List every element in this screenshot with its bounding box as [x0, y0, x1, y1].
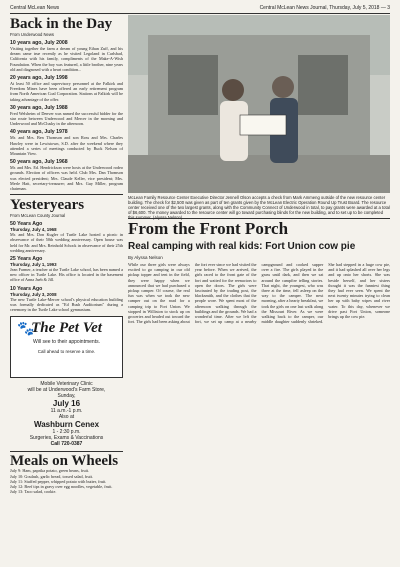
section-text: Visiting together the farm a dream of young Ethan Zuff, and his dream came true recently as he visited Legoland in Carlsbad, California with his family, compliments of the Make-A-Wish Foundation. When the boy was featured, a little brother, nine years old and diagnosed with a heart condition... — [10, 46, 123, 72]
section-text: Mr. and Mrs. Don Kugler of Turtle Lake hosted a picnic in observance of their 50th wedding anniversary. Open house was held for Mr. and Mrs. Reinhold Schock in observance of their 25th wedding anniversary. — [10, 232, 123, 253]
section-heading: 40 years ago, July 1978 — [10, 129, 68, 136]
yesteryears-source: From McLean County Journal — [10, 213, 66, 219]
paw-icon: 🐾 — [17, 322, 35, 338]
section-subheading: Thursday, July 3, 2008 — [10, 291, 57, 297]
left-column — [10, 15, 123, 560]
clinic-line1: Mobile Veterinary Clinic — [40, 381, 93, 388]
section-text: At least 50 office and supervisory personnel at the Falkirk and Freedom Mines have been offered an early retirement program from North American Coal Corporation. Stations at Falkirk will be taking advantage of the offer. — [10, 81, 123, 102]
pet-vet-tagline: Will see to their appointments. — [33, 339, 100, 346]
meals-item: July 13: Taco salad, cookie. — [10, 489, 57, 495]
clinic-time1: 11 a.m.-1 p.m. — [50, 408, 83, 415]
section-heading: 10 Years Ago — [10, 285, 43, 292]
back-in-day-section — [10, 159, 123, 191]
header-section-name: Central McLean News — [10, 5, 60, 11]
page-header — [10, 4, 390, 14]
clinic-contact: Surgeries, Exams & Vaccinations — [29, 435, 104, 442]
clinic-also: Also at — [58, 414, 75, 421]
clinic-ad — [10, 381, 123, 447]
yesteryears-title: Yesteryears — [10, 194, 123, 213]
meals-on-wheels-title: Meals on Wheels — [10, 451, 123, 468]
back-in-day-source: From Underwood News — [10, 32, 54, 37]
clinic-line2: will be at Underwood's Farm Store, — [27, 387, 106, 394]
section-heading: 25 Years Ago — [10, 256, 43, 263]
back-in-day-title: Back in the Day — [10, 16, 113, 32]
yesteryears-section — [10, 256, 123, 283]
meals-intro: July 9: Ham, paprika potato, green beans, fruit. — [10, 468, 89, 474]
section-text: Fred Welsheim of Denver was named the successful bidder for the star route between Underwood and Mercer in the morning and Underwood and McClusky in the afternoon. — [10, 110, 123, 127]
section-subheading: Thursday, July 1, 1993 — [10, 262, 57, 268]
section-text: Jean Farmer, a teacher at the Turtle Lake school, has been named a new officer in Turtle Lake. His office is located in the basement office of Anna Jaeb & Jill. — [10, 267, 123, 283]
back-in-day-section — [10, 40, 123, 72]
story-body: While our three girls were always excited to go camping in our old pickup topper and tent in the field, they were happy when we announced that we had purchased a pickup camper. Of course, the real fun was when we took the new camper out on the road for a camping trip to Fort Union. We stopped in Williston to stock up on groceries and headed out toward the fort. The girls had been asking about the fort ever since we had visited the year before. When we arrived, the girls raced to the front gate of the fort and waited for the reenactors to open the doors. The girls were fascinated by the trading post, the blacksmith, and the clothes that the people wore. We spent most of the afternoon walking through the buildings and the grounds. We had a wonderful time. After we left the fort, we set up camp at a nearby campground and cooked supper over a fire. The girls played in the grass until dark, and then we sat around the campfire telling stories. That night, the youngest, who was three at the time, fell asleep on the way to the camper. The next morning, after a hearty breakfast, we took the girls on one last walk along the Missouri River. As we were walking back to the camper, our middle daughter suddenly shrieked. She had stepped in a huge cow pie, and it had splashed all over her legs and up onto her shorts. She was beside herself, and her sisters thought it was the funniest thing they had ever seen. We spent the next twenty minutes trying to clean her up with baby wipes and river water. To this day, whenever we drive past Fort Union, someone brings up the cow pie. — [128, 262, 390, 325]
section-heading: 50 years ago, July 1968 — [10, 159, 68, 166]
clinic-date: July 16 — [52, 399, 81, 409]
section-text: Mr. and Mrs. Ed. Hendrickson were hosts at the Underwood rodeo grounds. Election of officers was held. Club Mrs. Dan Thomson was elected president; Mrs. Claude Keller, vice president; Mrs. Merle Hatt, secretary-treasurer; and Mrs. Guy Miller, program chairman. — [10, 165, 123, 192]
back-in-day-section — [10, 105, 123, 127]
clinic-time2: 1 - 2:30 p.m. — [52, 429, 81, 436]
clinic-place: Washburn Cenex — [33, 420, 100, 430]
resource-center-photo — [128, 15, 390, 193]
meals-item: July 12: Beef tips in gravy over egg noodles, vegetable, fruit. — [10, 483, 113, 489]
right-column — [128, 15, 390, 560]
pet-vet-ad[interactable] — [10, 316, 123, 378]
section-heading: 50 Years Ago — [10, 221, 43, 228]
photo-caption: McLean Family Resource Center Executive Director Jennell Olson accepts a check from Mark Ammeng outside of the new resource center building. The check for $2,500 was given as part of ten grants given by the McLean Electric Operation Round Up Trust Board. The resource center received one of the two largest grants, along with the Community Connect of Underwood in total, to pay grants were awarded at a total of $6,600. The money awarded to the resource center will go toward purchasing blinds for the new building, and to set up to be completed this summer. (Alyssa Nelson) — [128, 195, 390, 220]
pet-vet-logo: The Pet Vet — [31, 320, 102, 337]
meals-item: July 11: Stuffed pepper, whipped potato with butter, fruit. — [10, 478, 107, 484]
yesteryears-section — [10, 286, 123, 313]
story-byline: By Alyssa Nelson — [128, 255, 163, 260]
clinic-line3: Sunday, — [57, 393, 76, 400]
header-date-page: Central McLean News Journal, Thursday, July 5, 2018 — 3 — [259, 5, 390, 11]
yesteryears-section — [10, 221, 123, 253]
back-in-day-section — [10, 75, 123, 102]
meals-item: July 10: Goulash, garlic bread, tossed salad, fruit. — [10, 473, 93, 479]
clinic-phone: Call 720-0387 — [50, 441, 83, 448]
section-text: Mr. and Mrs. Ben Thomson and son Ross and Mrs. Charles Hawley were in Lewistown, S.D. after the weekend where they attended a series of meetings conducted by Buck Nelson of Mountain View. — [10, 135, 123, 157]
section-heading: 20 years ago, July 1998 — [10, 75, 68, 82]
pet-vet-note: Call ahead to reserve a time. — [37, 349, 96, 355]
story-headline: Real camping with real kids: Fort Union cow pie — [128, 241, 356, 252]
section-subheading: Thursday, July 4, 1968 — [10, 227, 57, 233]
front-porch-title: From the Front Porch — [128, 218, 390, 237]
section-text: The new Turtle Lake-Mercer school's physical education building was formally dedicated as "Ed Bush Auditorium" during a ceremony in the Turtle Lake school gymnasium. — [10, 296, 123, 313]
section-heading: 10 years ago, July 2008 — [10, 40, 68, 46]
back-in-day-section — [10, 129, 123, 156]
section-heading: 30 years ago, July 1988 — [10, 104, 68, 111]
